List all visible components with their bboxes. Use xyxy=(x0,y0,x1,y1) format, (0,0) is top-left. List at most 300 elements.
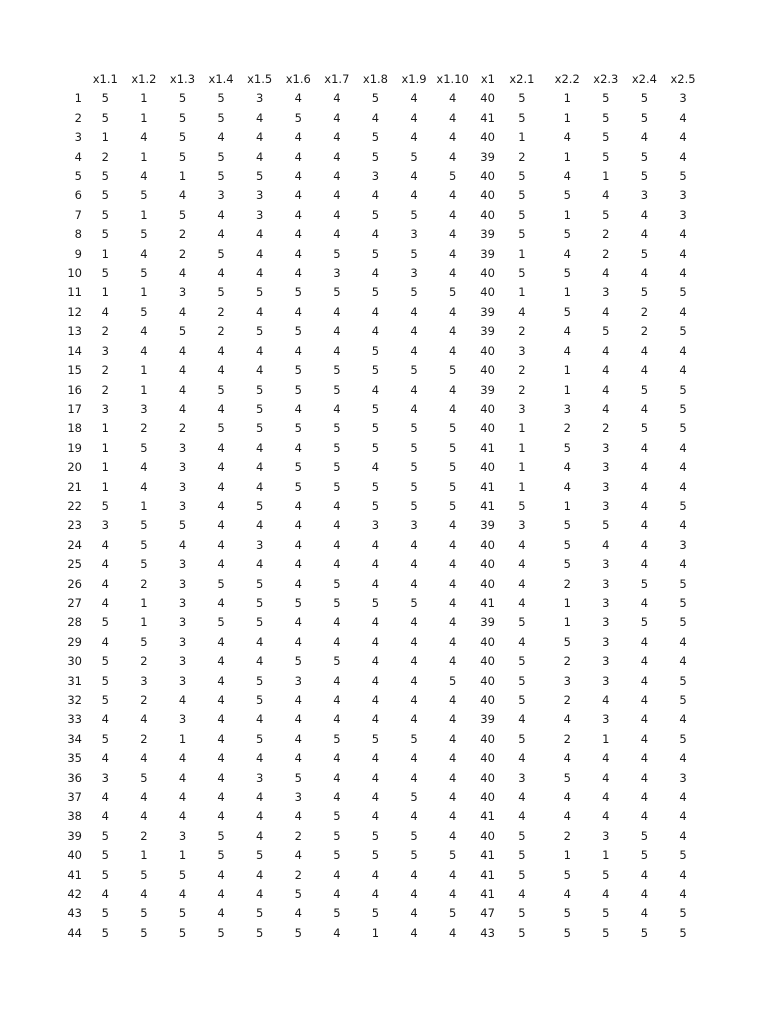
table-cell: 4 xyxy=(294,615,302,630)
table-cell: 4 xyxy=(679,751,687,766)
table-cell: 1 xyxy=(563,498,571,513)
table-cell: 4 xyxy=(217,460,225,475)
table-cell: 3 xyxy=(518,518,526,533)
table-cell: 4 xyxy=(448,401,457,416)
table-cell: 3 xyxy=(217,188,225,203)
table-cell: 3 xyxy=(371,169,380,184)
table-cell: 2 xyxy=(563,576,571,591)
table-cell: 40 xyxy=(480,91,495,106)
table-cell: 1 xyxy=(101,246,109,261)
table-cell: 5 xyxy=(217,110,225,125)
table-header-row xyxy=(0,70,702,89)
table-cell: 5 xyxy=(101,867,109,882)
row-index: 3 xyxy=(74,130,82,145)
table-cell: 5 xyxy=(178,207,187,222)
table-cell: 4 xyxy=(640,887,649,902)
table-cell: 3 xyxy=(333,266,341,281)
table-cell: 5 xyxy=(217,246,225,261)
row-index: 2 xyxy=(74,110,82,125)
table-cell: 4 xyxy=(679,809,687,824)
table-cell: 4 xyxy=(140,887,148,902)
row-index: 35 xyxy=(67,751,82,766)
table-cell: 1 xyxy=(178,731,187,746)
table-cell: 4 xyxy=(333,498,341,513)
table-cell: 5 xyxy=(294,654,302,669)
table-cell: 4 xyxy=(256,479,264,494)
table-cell: 3 xyxy=(101,343,109,358)
column-header: x1.3 xyxy=(169,72,196,86)
table-cell: 3 xyxy=(602,479,610,494)
table-cell: 4 xyxy=(294,227,302,242)
table-cell: 1 xyxy=(140,285,148,300)
table-cell: 4 xyxy=(410,712,418,727)
table-cell: 4 xyxy=(563,246,571,261)
table-cell: 4 xyxy=(256,246,264,261)
table-row xyxy=(0,148,702,167)
table-cell: 1 xyxy=(140,91,148,106)
table-cell: 4 xyxy=(333,887,341,902)
table-cell: 5 xyxy=(294,595,302,610)
table-cell: 1 xyxy=(101,421,109,436)
table-cell: 4 xyxy=(679,440,687,455)
table-cell: 5 xyxy=(333,285,341,300)
table-cell: 5 xyxy=(101,693,109,707)
table-cell: 4 xyxy=(256,654,264,669)
table-cell: 5 xyxy=(217,382,225,397)
table-cell: 4 xyxy=(294,634,302,649)
table-cell: 4 xyxy=(217,207,225,222)
table-cell: 5 xyxy=(640,925,649,940)
table-cell: 5 xyxy=(371,848,380,863)
table-cell: 5 xyxy=(679,285,687,300)
table-cell: 5 xyxy=(563,634,571,649)
table-cell: 3 xyxy=(602,673,610,688)
table-cell: 4 xyxy=(679,479,687,494)
table-cell: 5 xyxy=(256,576,264,591)
table-cell: 1 xyxy=(140,848,148,863)
table-cell: 4 xyxy=(371,460,380,475)
table-cell: 2 xyxy=(563,654,571,669)
table-cell: 3 xyxy=(563,401,571,416)
table-cell: 40 xyxy=(480,731,495,746)
table-cell: 4 xyxy=(410,751,418,766)
table-cell: 4 xyxy=(217,731,225,746)
table-cell: 5 xyxy=(679,169,687,184)
table-row xyxy=(0,555,702,574)
column-header: x1.9 xyxy=(401,72,427,86)
table-cell: 5 xyxy=(333,906,341,921)
table-cell: 3 xyxy=(256,188,264,203)
table-cell: 4 xyxy=(448,324,457,339)
table-cell: 40 xyxy=(480,828,495,843)
table-cell: 4 xyxy=(371,304,380,319)
table-cell: 5 xyxy=(518,906,526,921)
table-cell: 5 xyxy=(679,595,687,610)
table-cell: 2 xyxy=(602,246,610,261)
table-cell: 5 xyxy=(256,848,264,863)
table-cell: 5 xyxy=(217,925,225,940)
table-cell: 2 xyxy=(294,867,302,882)
table-cell: 4 xyxy=(294,304,302,319)
table-cell: 5 xyxy=(410,828,418,843)
column-header: x1.6 xyxy=(285,72,311,86)
table-cell: 4 xyxy=(640,634,649,649)
table-cell: 5 xyxy=(371,130,380,145)
table-cell: 5 xyxy=(101,207,109,222)
table-cell: 4 xyxy=(217,479,225,494)
table-cell: 4 xyxy=(602,537,610,552)
table-cell: 1 xyxy=(563,848,571,863)
table-cell: 4 xyxy=(448,634,457,649)
table-cell: 1 xyxy=(140,110,148,125)
column-header: x1 xyxy=(480,72,495,86)
table-cell: 4 xyxy=(294,169,302,184)
table-cell: 4 xyxy=(602,770,610,785)
table-cell: 39 xyxy=(480,324,495,339)
table-cell: 4 xyxy=(448,576,457,591)
table-cell: 2 xyxy=(178,227,187,242)
table-cell: 4 xyxy=(410,925,418,940)
table-cell: 41 xyxy=(480,809,495,824)
table-cell: 3 xyxy=(178,479,187,494)
table-cell: 4 xyxy=(217,266,225,281)
row-index: 16 xyxy=(67,382,82,397)
table-cell: 39 xyxy=(480,149,495,164)
table-cell: 2 xyxy=(640,324,649,339)
table-cell: 4 xyxy=(256,440,264,455)
column-header: x1.2 xyxy=(131,72,157,86)
table-cell: 5 xyxy=(448,460,457,475)
table-cell: 2 xyxy=(518,363,526,378)
table-cell: 5 xyxy=(640,382,649,397)
table-cell: 5 xyxy=(178,906,187,921)
column-header: x2.1 xyxy=(509,72,535,86)
row-index: 40 xyxy=(67,848,82,863)
table-cell: 5 xyxy=(178,91,187,106)
table-cell: 4 xyxy=(333,693,341,707)
table-cell: 3 xyxy=(602,460,610,475)
table-cell: 5 xyxy=(640,576,649,591)
table-cell: 40 xyxy=(480,557,495,572)
table-cell: 3 xyxy=(679,770,687,785)
table-cell: 4 xyxy=(448,227,457,242)
table-cell: 4 xyxy=(518,304,526,319)
table-cell: 4 xyxy=(679,130,687,145)
table-cell: 5 xyxy=(333,576,341,591)
table-cell: 5 xyxy=(294,382,302,397)
table-cell: 3 xyxy=(602,557,610,572)
row-index: 22 xyxy=(67,498,82,513)
table-cell: 4 xyxy=(178,266,187,281)
table-cell: 5 xyxy=(371,906,380,921)
table-cell: 40 xyxy=(480,130,495,145)
table-cell: 2 xyxy=(217,304,225,319)
table-cell: 4 xyxy=(410,343,418,358)
table-cell: 3 xyxy=(563,673,571,688)
table-cell: 4 xyxy=(679,887,687,902)
table-cell: 5 xyxy=(602,207,610,222)
table-row xyxy=(0,633,702,652)
column-header: x1.5 xyxy=(247,72,273,86)
table-cell: 4 xyxy=(256,809,264,824)
table-cell: 3 xyxy=(178,576,187,591)
table-cell: 4 xyxy=(294,693,302,707)
data-table xyxy=(0,70,702,943)
table-cell: 1 xyxy=(518,285,526,300)
table-cell: 5 xyxy=(410,790,418,805)
table-cell: 4 xyxy=(178,304,187,319)
table-cell: 1 xyxy=(563,110,571,125)
table-cell: 4 xyxy=(101,712,109,727)
table-cell: 4 xyxy=(178,809,187,824)
table-cell: 5 xyxy=(448,848,457,863)
table-cell: 5 xyxy=(101,731,109,746)
table-cell: 5 xyxy=(140,440,148,455)
table-cell: 4 xyxy=(294,731,302,746)
table-cell: 2 xyxy=(101,324,109,339)
table-cell: 1 xyxy=(178,848,187,863)
table-cell: 5 xyxy=(410,498,418,513)
table-cell: 5 xyxy=(101,848,109,863)
table-cell: 4 xyxy=(448,693,457,707)
table-cell: 4 xyxy=(217,887,225,902)
table-cell: 4 xyxy=(518,712,526,727)
table-cell: 3 xyxy=(178,595,187,610)
table-cell: 5 xyxy=(371,498,380,513)
table-cell: 5 xyxy=(679,906,687,921)
table-cell: 5 xyxy=(256,401,264,416)
table-row xyxy=(0,807,702,826)
table-cell: 5 xyxy=(217,828,225,843)
table-cell: 5 xyxy=(140,906,148,921)
table-cell: 4 xyxy=(410,304,418,319)
table-cell: 4 xyxy=(679,110,687,125)
table-row xyxy=(0,652,702,671)
table-cell: 5 xyxy=(333,654,341,669)
table-cell: 4 xyxy=(101,557,109,572)
table-cell: 1 xyxy=(602,848,610,863)
row-index: 24 xyxy=(67,537,82,552)
table-cell: 5 xyxy=(679,925,687,940)
table-cell: 4 xyxy=(217,693,225,707)
table-cell: 4 xyxy=(410,537,418,552)
table-cell: 4 xyxy=(448,130,457,145)
table-cell: 2 xyxy=(518,149,526,164)
table-cell: 1 xyxy=(563,382,571,397)
table-cell: 4 xyxy=(410,906,418,921)
row-index: 34 xyxy=(67,731,82,746)
table-cell: 4 xyxy=(256,557,264,572)
table-cell: 40 xyxy=(480,654,495,669)
table-cell: 3 xyxy=(518,343,526,358)
row-index: 20 xyxy=(67,460,82,475)
table-cell: 4 xyxy=(256,828,264,843)
table-cell: 3 xyxy=(518,770,526,785)
table-cell: 5 xyxy=(563,537,571,552)
table-cell: 4 xyxy=(371,673,380,688)
table-cell: 5 xyxy=(448,673,457,688)
table-cell: 4 xyxy=(679,304,687,319)
table-cell: 4 xyxy=(602,693,610,707)
table-cell: 5 xyxy=(410,246,418,261)
table-cell: 4 xyxy=(217,363,225,378)
table-cell: 4 xyxy=(256,790,264,805)
table-cell: 2 xyxy=(140,576,148,591)
table-cell: 3 xyxy=(256,207,264,222)
table-cell: 5 xyxy=(101,188,109,203)
table-cell: 4 xyxy=(640,479,649,494)
table-cell: 3 xyxy=(178,654,187,669)
table-cell: 4 xyxy=(140,324,148,339)
table-cell: 5 xyxy=(448,421,457,436)
table-cell: 3 xyxy=(371,518,380,533)
table-cell: 39 xyxy=(480,382,495,397)
table-cell: 5 xyxy=(101,169,109,184)
table-cell: 5 xyxy=(140,867,148,882)
table-cell: 5 xyxy=(333,809,341,824)
table-cell: 41 xyxy=(480,887,495,902)
table-cell: 3 xyxy=(602,440,610,455)
row-index: 15 xyxy=(67,363,82,378)
table-cell: 4 xyxy=(679,227,687,242)
table-cell: 1 xyxy=(101,440,109,455)
table-cell: 5 xyxy=(602,906,610,921)
table-cell: 4 xyxy=(256,227,264,242)
table-cell: 5 xyxy=(333,595,341,610)
row-index: 18 xyxy=(67,421,82,436)
table-cell: 4 xyxy=(294,207,302,222)
table-cell: 4 xyxy=(448,615,457,630)
table-cell: 5 xyxy=(371,91,380,106)
table-cell: 41 xyxy=(480,848,495,863)
table-cell: 4 xyxy=(217,440,225,455)
table-cell: 3 xyxy=(178,615,187,630)
table-cell: 5 xyxy=(679,693,687,707)
table-cell: 3 xyxy=(256,770,264,785)
table-cell: 5 xyxy=(563,906,571,921)
table-cell: 4 xyxy=(640,906,649,921)
table-cell: 2 xyxy=(140,693,148,707)
row-index: 21 xyxy=(67,479,82,494)
table-cell: 4 xyxy=(640,227,649,242)
table-cell: 5 xyxy=(518,867,526,882)
table-cell: 4 xyxy=(563,712,571,727)
table-cell: 5 xyxy=(518,91,526,106)
table-cell: 39 xyxy=(480,615,495,630)
table-cell: 5 xyxy=(679,421,687,436)
table-cell: 4 xyxy=(640,401,649,416)
table-row xyxy=(0,419,702,438)
table-cell: 4 xyxy=(448,246,457,261)
table-cell: 1 xyxy=(563,91,571,106)
table-cell: 40 xyxy=(480,343,495,358)
table-cell: 5 xyxy=(410,460,418,475)
table-cell: 4 xyxy=(256,304,264,319)
table-cell: 4 xyxy=(640,693,649,707)
table-cell: 4 xyxy=(602,751,610,766)
row-index: 26 xyxy=(67,576,82,591)
table-cell: 4 xyxy=(217,770,225,785)
table-cell: 4 xyxy=(333,770,341,785)
table-cell: 4 xyxy=(563,790,571,805)
table-cell: 4 xyxy=(679,557,687,572)
table-cell: 2 xyxy=(563,693,571,707)
table-cell: 4 xyxy=(101,790,109,805)
table-cell: 5 xyxy=(410,595,418,610)
table-cell: 4 xyxy=(410,382,418,397)
table-cell: 40 xyxy=(480,188,495,203)
table-cell: 5 xyxy=(563,304,571,319)
table-cell: 39 xyxy=(480,227,495,242)
table-cell: 5 xyxy=(563,770,571,785)
table-cell: 5 xyxy=(178,867,187,882)
table-row xyxy=(0,536,702,555)
table-cell: 4 xyxy=(640,595,649,610)
table-row xyxy=(0,361,702,380)
table-cell: 3 xyxy=(602,595,610,610)
table-cell: 4 xyxy=(333,925,341,940)
table-cell: 5 xyxy=(294,110,302,125)
table-cell: 5 xyxy=(101,91,109,106)
table-cell: 4 xyxy=(679,149,687,164)
table-cell: 4 xyxy=(140,809,148,824)
table-cell: 4 xyxy=(410,634,418,649)
table-cell: 5 xyxy=(640,421,649,436)
table-cell: 40 xyxy=(480,770,495,785)
table-cell: 41 xyxy=(480,479,495,494)
table-cell: 4 xyxy=(217,227,225,242)
table-cell: 5 xyxy=(101,673,109,688)
table-cell: 4 xyxy=(602,790,610,805)
table-cell: 4 xyxy=(101,537,109,552)
table-cell: 4 xyxy=(371,809,380,824)
table-cell: 4 xyxy=(563,479,571,494)
table-cell: 4 xyxy=(178,343,187,358)
row-index: 7 xyxy=(74,207,82,222)
table-cell: 5 xyxy=(563,867,571,882)
row-index: 30 xyxy=(67,654,82,669)
table-cell: 2 xyxy=(518,324,526,339)
table-cell: 4 xyxy=(101,887,109,902)
table-cell: 5 xyxy=(333,246,341,261)
table-cell: 5 xyxy=(256,731,264,746)
table-cell: 2 xyxy=(563,421,571,436)
table-cell: 5 xyxy=(140,188,148,203)
table-cell: 4 xyxy=(640,207,649,222)
table-cell: 39 xyxy=(480,518,495,533)
table-cell: 3 xyxy=(178,440,187,455)
table-cell: 4 xyxy=(448,91,457,106)
table-cell: 4 xyxy=(448,382,457,397)
column-header: x2.4 xyxy=(631,72,657,86)
table-cell: 5 xyxy=(410,285,418,300)
table-cell: 1 xyxy=(140,207,148,222)
table-cell: 43 xyxy=(480,925,495,940)
table-cell: 4 xyxy=(294,440,302,455)
table-cell: 40 xyxy=(480,673,495,688)
table-cell: 4 xyxy=(518,595,526,610)
table-cell: 4 xyxy=(101,304,109,319)
column-header: x1.8 xyxy=(362,72,388,86)
table-cell: 2 xyxy=(518,382,526,397)
table-row xyxy=(0,439,702,458)
table-cell: 4 xyxy=(448,595,457,610)
table-cell: 5 xyxy=(518,925,526,940)
table-row xyxy=(0,381,702,400)
table-cell: 4 xyxy=(410,188,418,203)
table-row xyxy=(0,497,702,516)
table-cell: 1 xyxy=(371,925,380,940)
